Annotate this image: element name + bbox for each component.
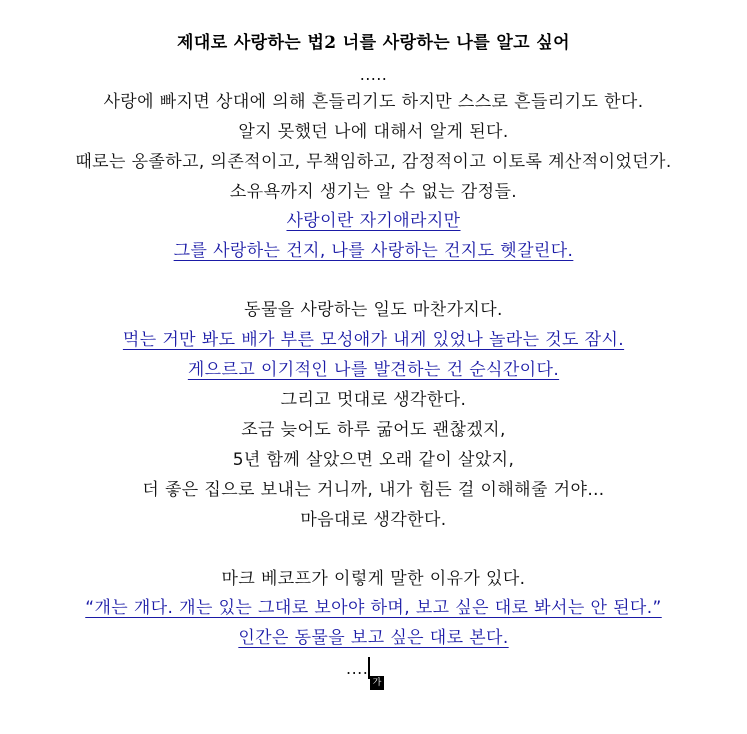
- paragraph-line-6-wrap: [0, 240, 747, 262]
- paragraph-line-13: 더 좋은 집으로 보내는 거니까, 내가 힘든 걸 이해해줄 거야…: [142, 480, 605, 500]
- paragraph-line-8: 먹는 거만 봐도 배가 부른 모성애가 내게 있었나 놀라는 것도 잠시.: [122, 330, 625, 350]
- paragraph-line-9-wrap: [0, 359, 747, 381]
- paragraph-line-3: 때로는 옹졸하고, 의존적이고, 무책임하고, 감정적이고 이토록 계산적이었던가.: [75, 152, 672, 172]
- paragraph-line-9: 게으르고 이기적인 나를 발견하는 건 순식간이다.: [187, 360, 560, 380]
- ime-indicator-icon: 가: [370, 676, 384, 690]
- paragraph-line-7: 동물을 사랑하는 일도 마찬가지다.: [244, 300, 503, 320]
- text-cursor-area[interactable]: [346, 657, 406, 691]
- paragraph-line-5: 사랑이란 자기애라지만: [286, 211, 461, 231]
- document-title: 제대로 사랑하는 법2 너를 사랑하는 나를 알고 싶어: [177, 33, 570, 53]
- ellipsis-bottom: ....: [346, 659, 369, 678]
- paragraph-line-12: 5년 함께 살았으면 오래 같이 살았지,: [232, 450, 515, 470]
- paragraph-line-16: “개는 개다. 개는 있는 그대로 보아야 하며, 보고 싶은 대로 봐서는 안 된다.”: [85, 598, 662, 618]
- paragraph-line-2: 알지 못했던 나에 대해서 알게 된다.: [238, 122, 509, 142]
- paragraph-line-17: 인간은 동물을 보고 싶은 대로 본다.: [238, 628, 509, 648]
- paragraph-line-8-wrap: [0, 329, 747, 351]
- paragraph-line-15: 마크 베코프가 이렇게 말한 이유가 있다.: [221, 569, 526, 589]
- paragraph-line-16-wrap: [0, 597, 747, 619]
- paragraph-line-1: 사랑에 빠지면 상대에 의해 흔들리기도 하지만 스스로 흔들리기도 한다.: [103, 92, 644, 112]
- paragraph-line-4: 소유욕까지 생기는 알 수 없는 감정들.: [229, 182, 518, 202]
- paragraph-line-17-wrap: [0, 627, 747, 649]
- ellipsis-top: .....: [359, 65, 388, 84]
- paragraph-line-10: 그리고 멋대로 생각한다.: [280, 390, 467, 410]
- paragraph-line-5-wrap: [0, 210, 747, 232]
- paragraph-line-14: 마음대로 생각한다.: [300, 510, 447, 530]
- paragraph-line-11: 조금 늦어도 하루 굶어도 괜찮겠지,: [241, 420, 506, 440]
- paragraph-line-6: 그를 사랑하는 건지, 나를 사랑하는 건지도 헷갈린다.: [173, 241, 574, 261]
